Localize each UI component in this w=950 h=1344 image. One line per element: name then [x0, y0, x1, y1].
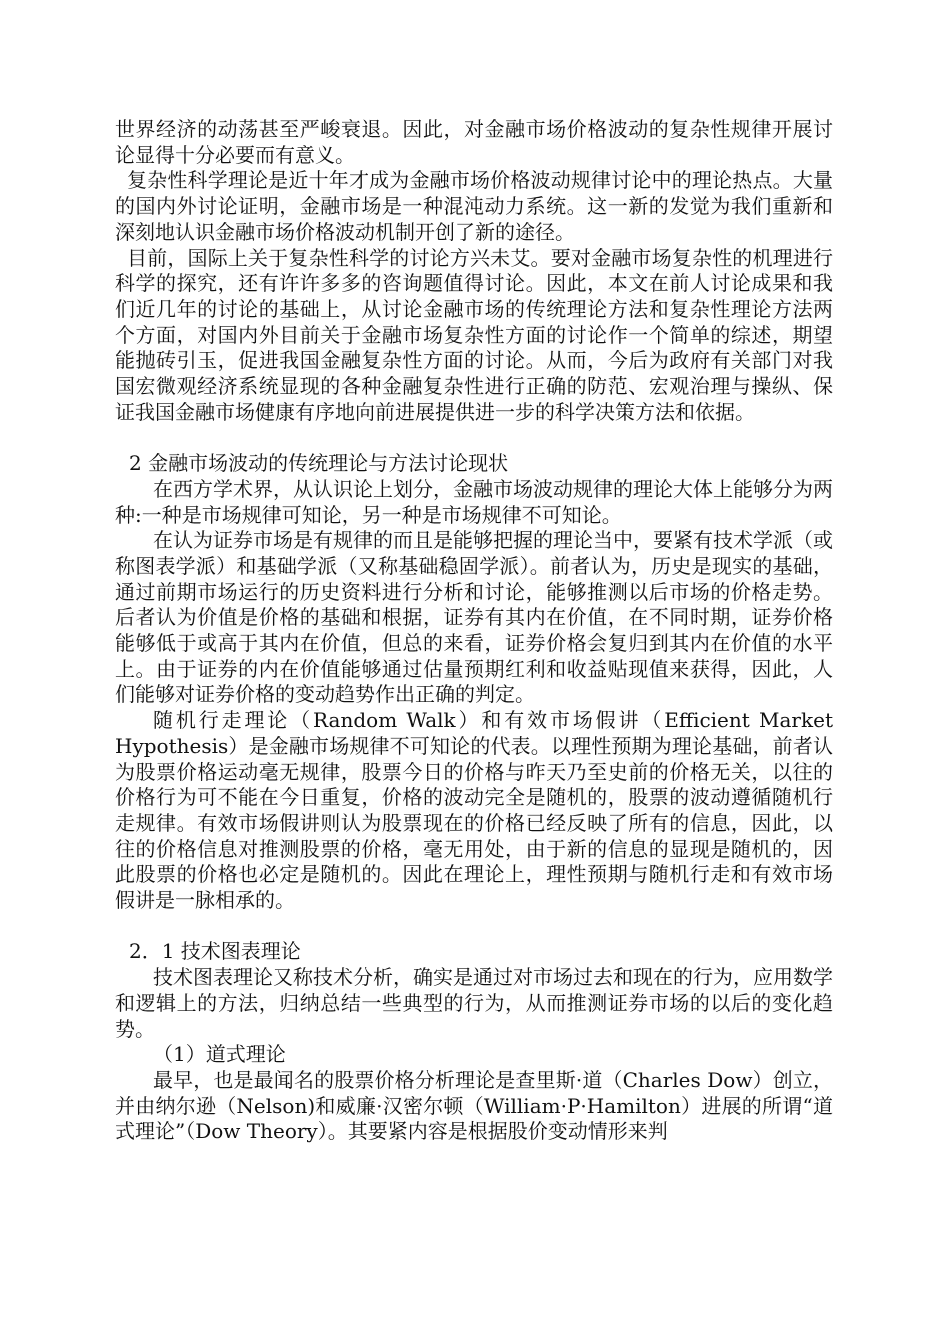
- blank-line: [115, 914, 833, 940]
- paragraph-random-walk: 随机行走理论（Random Walk）和有效市场假讲（Efficient Market Hypothesis）是金融市场规律不可知论的代表。以理性预期为理论基础，前者认为股票价格运动毫无规律，股票今日的价格与昨天乃至史前的价格无关，以往的价格行为可不能在今日重复，价格的波动完全是随机的，股票的波动遵循随机行走规律。有效市场假讲则认为股票现在的价格已经反映了所有的信息，因此，以往的价格信息对推测股票的价格，毫无用处，由于新的信息的显现是随机的，因此股票的价格也必定是随机的。因此在理论上，理性预期与随机行走和有效市场假讲是一脉相承的。: [115, 708, 833, 913]
- paragraph-dow-theory: 最早，也是最闻名的股票价格分析理论是查里斯·道（Charles Dow）创立，并由纳尔逊（Nelson)和威廉·汉密尔顿（William·P·Hamilton）进展的所谓“道式理论”（Dow Theory）。其要紧内容是根据股价变动情形来判: [115, 1067, 833, 1144]
- paragraph-technical-fundamental: 在认为证券市场是有规律的而且是能够把握的理论当中，要紧有技术学派（或称图表学派）和基础学派（又称基础稳固学派）。前者认为，历史是现实的基础，通过前期市场运行的历史资料进行分析和讨论，能够推测以后市场的价格走势。后者认为价值是价格的基础和根据，证券有其内在价值，在不同时期，证券价格能够低于或高于其内在价值，但总的来看，证券价格会复归到其内在价值的水平上。由于证券的内在价值能够通过估量预期红利和收益贴现值来获得，因此，人们能够对证券价格的变动趋势作出正确的判定。: [115, 528, 833, 707]
- paragraph-economy-intro: 世界经济的动荡甚至严峻衰退。因此，对金融市场价格波动的复杂性规律开展讨论显得十分必要而有意义。: [115, 117, 833, 167]
- subheading-dow-theory: （1）道式理论: [153, 1042, 286, 1067]
- paragraph-two-schools: 在西方学术界，从认识论上划分，金融市场波动规律的理论大体上能够分为两种:一种是市场规律可知论，另一种是市场规律不可知论。: [115, 476, 833, 527]
- paragraph-technical-analysis: 技术图表理论又称技术分析，确实是通过对市场过去和现在的行为，应用数学和逻辑上的方法，归纳总结一些典型的行为，从而推测证券市场的以后的变化趋势。: [115, 965, 833, 1041]
- blank-line: [115, 425, 833, 451]
- section-heading-2-1: 2．1 技术图表理论: [129, 939, 301, 964]
- document-page: [115, 117, 833, 1145]
- paragraph-complexity-theory: 复杂性科学理论是近十年才成为金融市场价格波动规律讨论中的理论热点。大量的国内外讨论证明，金融市场是一种混沌动力系统。这一新的发觉为我们重新和深刻地认识金融市场价格波动机制开创了新的途径。: [115, 168, 833, 244]
- paragraph-research-purpose: 目前，国际上关于复杂性科学的讨论方兴未艾。要对金融市场复杂性的机理进行科学的探究，还有许许多多的咨询题值得讨论。因此，本文在前人讨论成果和我们近几年的讨论的基础上，从讨论金融市场的传统理论方法和复杂性理论方法两个方面，对国内外目前关于金融市场复杂性方面的讨论作一个简单的综述，期望能抛砖引玉，促进我国金融复杂性方面的讨论。从而，今后为政府有关部门对我国宏微观经济系统显现的各种金融复杂性进行正确的防范、宏观治理与操纵、保证我国金融市场健康有序地向前进展提供进一步的科学决策方法和依据。: [115, 245, 833, 424]
- section-heading-2: 2 金融市场波动的传统理论与方法讨论现状: [129, 451, 509, 476]
